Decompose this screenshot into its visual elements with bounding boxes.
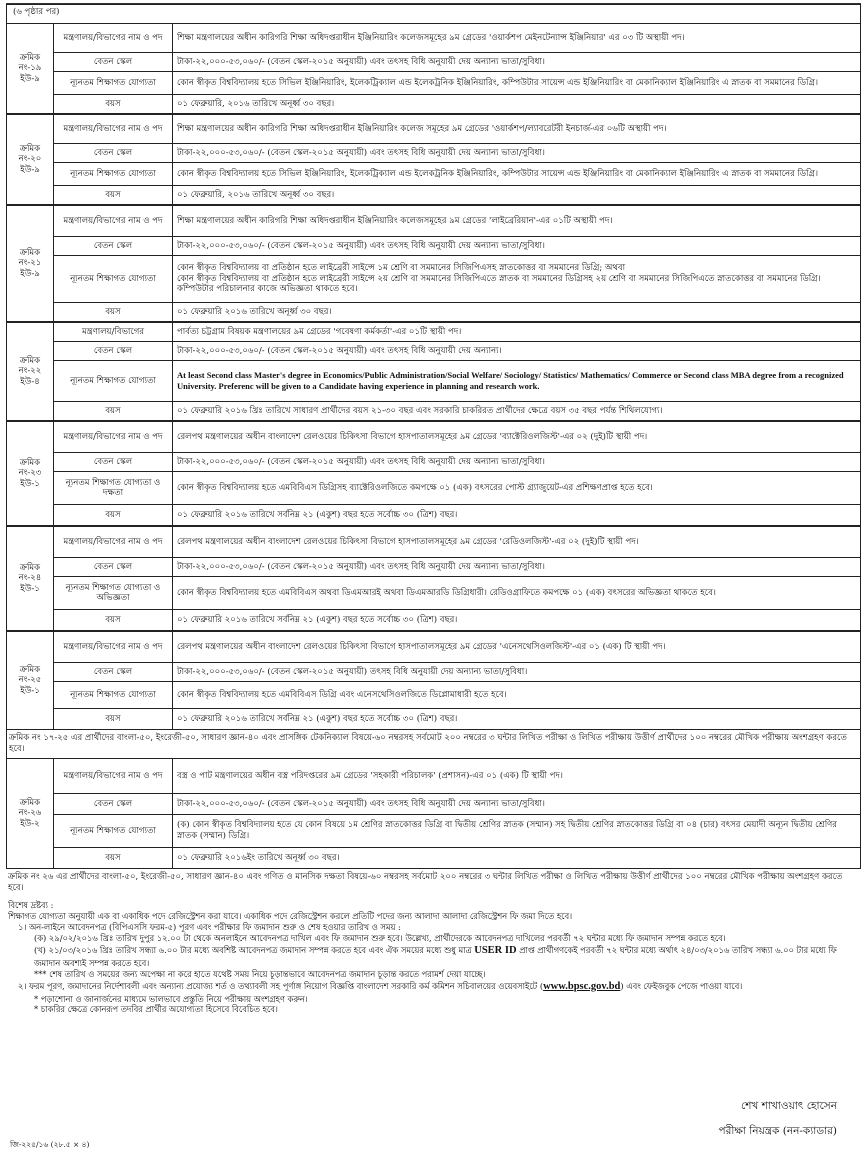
item-1b-text-rest: প্রাপ্ত প্রার্থীগণকেই পরবর্তী ৭২ ঘন্টার মধ্যে অর্থাৎ ২৪/০৩/২০১৬ তারিখ সন্ধ্যা ৬.০০ টার মধ্যে ফি জমাদান অবশ্যই সম্পন্ন করতে হবে।: [34, 944, 837, 968]
ministry-label: মন্ত্রণালয়/বিভাগের নাম ও পদ: [54, 422, 173, 453]
age-label: বয়স: [54, 610, 173, 631]
qualification-value: কোন স্বীকৃত বিশ্ববিদ্যালয় হতে এমবিবিএস ডিগ্রিসহ ব্যাক্টেরিওলজিতে কমপক্ষে ০১ (এক) বৎসরের পোস্ট গ্র্যাজুয়েট-এর প্রশিক্ষণপ্রাপ্ত হতে হবে।: [173, 472, 861, 505]
instruction-star-2: * চাকরির ক্ষেত্রে কোনরূপ তদবির প্রার্থীর অযোগ্যতা হিসেবে বিবেচিত হবে।: [34, 1004, 278, 1015]
instruction-item-1c: *** শেষ তারিখ ও সময়ের জন্য অপেক্ষা না করে হাতে যথেষ্ট সময় নিয়ে চূড়ান্তভাবে আবেদনপত্র জমাদান চূড়ান্ত করতে পরামর্শ দেয়া যাচ্ছে।: [34, 968, 486, 979]
user-id-label: USER ID: [474, 944, 517, 956]
pay-scale-value: টাকা-২২,০০০-৫৩,০৬০/- (বেতন স্কেল-২০১৫ অনুযায়ী) এবং তৎসহ বিধি অনুযায়ী দেয় অন্যান্য ভাতা/সুবিধা।: [173, 237, 861, 256]
pay-scale-value: টাকা-২২,০০০-৫৩,০৬০/- (বেতন স্কেল-২০১৫ অনুযায়ী) তৎসহ বিধি অনুযায়ী দেয় অন্যান্য ভাতা/সুবিধা।: [173, 663, 861, 682]
instruction-item-2: [8, 980, 859, 994]
page-continued-label: (৬ পৃষ্ঠার পর): [6, 4, 861, 23]
age-value: ০১ ফেব্রুয়ারি ২০১৬ তারিখে অনূর্ধ্ব ৩০ বছর।: [173, 303, 861, 322]
qualification-label: ন্যূনতম শিক্ষাগত যোগ্যতা: [54, 163, 173, 186]
instruction-item-1a: (ক) ২৯/০২/২০১৬ খ্রিঃ তারিখ দুপুর ১২.০০ টা থেকে অনলাইনে আবেদনপত্র দাখিল এবং ফি জমাদান শুরু হবে। উল্লেখ্য, প্রার্থীদেরকে আবেদনপত্র দাখিলের পরবর্তী ৭২ ঘন্টার মধ্যে ফি জমাদান সম্পন্ন করতে হবে।: [34, 933, 726, 943]
bpsc-website-link[interactable]: www.bpsc.gov.bd: [543, 980, 621, 992]
qualification-label: ন্যূনতম শিক্ষাগত যোগ্যতা: [54, 815, 173, 848]
pay-scale-label: বেতন স্কেল: [54, 342, 173, 361]
ministry-value: শিক্ষা মন্ত্রণালয়ের অধীন কারিগরি শিক্ষা অধিদপ্তরাধীন ইঞ্জিনিয়ারিং কলেজসমূহের ৯ম গ্রেডের 'লাইব্রেরিয়ান'-এর ০১টি অস্থায়ী পদ।: [173, 206, 861, 237]
age-value: ০১ ফেব্রুয়ারি ২০১৬ তারিখে সর্বনিম্ন ২১ (একুশ) বছর হতে সর্বোচ্চ ৩০ (ত্রিশ) বছর।: [173, 709, 861, 730]
pay-scale-value: টাকা-২২,০০০-৫৩,০৬০/- (বেতন স্কেল-২০১৫ অনুযায়ী) এবং তৎসহ বিধি অনুযায়ী দেয় অন্যান্য ভাতা/সুবিধা।: [173, 453, 861, 472]
age-value: ০১ ফেব্রুয়ারি ২০১৬ তারিখে সর্বনিম্ন ২১ (একুশ) বছর হতে সর্বোচ্চ ৩০ (ত্রিশ) বছর।: [173, 505, 861, 526]
post-table: [6, 322, 861, 421]
post-table: [6, 421, 861, 526]
age-value: ০১ ফেব্রুয়ারি, ২০১৬ তারিখে অনূর্ধ্ব ৩০ বছর।: [173, 95, 861, 114]
qualification-label: ন্যূনতম শিক্ষাগত যোগ্যতা ও অভিজ্ঞতা: [54, 577, 173, 610]
pay-scale-value: টাকা-২২,০০০-৫৩,০৬০/- (বেতন স্কেল-২০১৫ অনুযায়ী) এবং তৎসহ বিধি অনুযায়ী দেয় অন্যান্য ভাতা/সুবিধা।: [173, 558, 861, 577]
age-label: বয়স: [54, 848, 173, 869]
post-table: [6, 631, 861, 730]
age-label: বয়স: [54, 303, 173, 322]
instruction-item-1: ১। অন-লাইনে আবেদনপত্র (বিপিএসসি ফরম-৫) পূরণ এবং পরীক্ষার ফি জমাদান শুরু ও শেষ হওয়ার তারিখ ও সময় :: [18, 922, 401, 933]
instructions-heading: বিশেষ দ্রষ্টব্য :: [8, 900, 54, 911]
ministry-value: রেলপথ মন্ত্রণালয়ের অধীন বাংলাদেশ রেলওয়ের চিকিৎসা বিভাগে হাসপাতালসমূহের ৯ম গ্রেডের 'রেডিওলজিস্ট'-এর ০২ (দুই)টি স্থায়ী পদ।: [173, 527, 861, 558]
qualification-label: ন্যূনতম শিক্ষাগত যোগ্যতা: [54, 256, 173, 303]
ministry-label: মন্ত্রণালয়/বিভাগের নাম ও পদ: [54, 24, 173, 53]
ministry-label: মন্ত্রণালয়/বিভাগের নাম ও পদ: [54, 759, 173, 794]
ministry-value: শিক্ষা মন্ত্রণালয়ের অধীন কারিগরি শিক্ষা অধিদপ্তরাধীন ইঞ্জিনিয়ারিং কলেজসমূহের ৯ম গ্রেডের 'ওয়ার্কশপ মেইনটেন্যান্স ইঞ্জিনিয়ার' এর ০৩ টি অস্থায়ী পদ।: [173, 24, 861, 53]
qualification-label: ন্যূনতম শিক্ষাগত যোগ্যতা: [54, 361, 173, 402]
post-table: [6, 23, 861, 114]
qualification-value: কোন স্বীকৃত বিশ্ববিদ্যালয় হতে এমবিবিএস ডিগ্রি এবং এনেসথেসিওলজিতে ডিপ্লোমাধারী হতে হবে।: [173, 682, 861, 709]
item-2-text-rest: ) এবং ফেইজবুক পেজে পাওয়া যাবে।: [620, 980, 743, 991]
post-table-26: [6, 758, 861, 869]
age-label: বয়স: [54, 709, 173, 730]
ministry-label: মন্ত্রণালয়/বিভাগের: [54, 323, 173, 342]
instruction-star-1: * পড়াশোনা ও জানার্জনের মাধ্যমে ভালভাবে প্রস্তুতি নিয়ে পরীক্ষায় অংশগ্রহণ করুন।: [34, 993, 308, 1004]
ministry-value: শিক্ষা মন্ত্রণালয়ের অধীন কারিগরি শিক্ষা অধিদপ্তরাধীন ইঞ্জিনিয়ারিং কলেজ সমূহের ৯ম গ্রেডের 'ওয়ার্কশপ/ল্যাবরেটরী ইনচার্জ-এর ০৬টি অস্থায়ী পদ।: [173, 115, 861, 144]
footer-code: জি-২২৫/১৬ (২৮.৫ × ৪): [10, 1140, 90, 1149]
qualification-value: কোন স্বীকৃত বিশ্ববিদ্যালয় হতে সিভিল ইঞ্জিনিয়ারিং, ইলেকট্রিক্যাল এন্ড ইলেকট্রনিক ইঞ্জিনিয়ারিং, কম্পিউটার সায়েন্স এন্ড ইঞ্জিনিয়ারিং বা মেকানিক্যাল ইঞ্জিনিয়ারিং এ স্নাতক বা সমমানের ডিগ্রি।: [173, 72, 861, 95]
qualification-value: কোন স্বীকৃত বিশ্ববিদ্যালয় হতে সিভিল ইঞ্জিনিয়ারিং, ইলেকট্রিক্যাল এন্ড ইলেকট্রনিক ইঞ্জিনিয়ারিং, কম্পিউটার সায়েন্স এন্ড ইঞ্জিনিয়ারিং বা মেকানিক্যাল ইঞ্জিনিয়ারিং এ স্নাতক বা সমমানের ডিগ্রি।: [173, 163, 861, 186]
special-instructions: [6, 897, 861, 1015]
post-serial: ক্রমিক নং-২৬ ইউ-২: [7, 759, 54, 869]
ministry-value: বস্ত্র ও পাট মন্ত্রণালয়ের অধীন বস্ত্র পরিদপ্তরের ৯ম গ্রেডের 'সহকারী পরিচালক' (প্রশাসন)-এর ০১ (এক) টি স্থায়ী পদ।: [173, 759, 861, 794]
age-value: ০১ ফেব্রুয়ারি ২০১৬ খ্রিঃ তারিখে সাধারণ প্রার্থীদের বয়স ২১-৩০ বছর এবং সরকারি চাকরিরত প্রার্থীদের ক্ষেত্রে বয়স ৩৫ বছর পর্যন্ত শিথিলযোগ্য।: [173, 402, 861, 421]
pay-scale-label: বেতন স্কেল: [54, 53, 173, 72]
pay-scale-label: বেতন স্কেল: [54, 237, 173, 256]
post-serial: ক্রমিক নং-২১ ইউ-৯: [7, 206, 54, 322]
posts-container: [6, 23, 861, 730]
post-serial: ক্রমিক নং-২৪ ইউ-১: [7, 527, 54, 631]
age-label: বয়স: [54, 402, 173, 421]
age-value: ০১ ফেব্রুয়ারি ২০১৬ তারিখে সর্বনিম্ন ২১ (একুশ) বছর হতে সর্বোচ্চ ৩০ (ত্রিশ) বছর।: [173, 610, 861, 631]
signatory-name: শেখ শাখাওয়াৎ হোসেন: [740, 1100, 837, 1112]
pay-scale-label: বেতন স্কেল: [54, 144, 173, 163]
qualification-label: ন্যূনতম শিক্ষাগত যোগ্যতা ও দক্ষতা: [54, 472, 173, 505]
pay-scale-label: বেতন স্কেল: [54, 663, 173, 682]
post-serial: ক্রমিক নং-১৯ ইউ-৯: [7, 24, 54, 114]
age-label: বয়স: [54, 186, 173, 205]
pay-scale-value: টাকা-২২,০০০-৫৩,০৬০/- (বেতন স্কেল-২০১৫ অনুযায়ী) এবং তৎসহ বিধি অনুযায়ী দেয় অন্যান্য ভাতা/সুবিধা।: [173, 144, 861, 163]
post-serial: ক্রমিক নং-২৫ ইউ-১: [7, 632, 54, 730]
instruction-item-1b: [8, 944, 859, 969]
ministry-value: রেলপথ মন্ত্রণালয়ের অধীন বাংলাদেশ রেলওয়ের চিকিৎসা বিভাগে হাসপাতালসমূহের ৯ম গ্রেডের 'ব্যাক্টেরিওলজিস্ট'-এর ০২ (দুই)টি স্থায়ী পদ।: [173, 422, 861, 453]
age-value: ০১ ফেব্রুয়ারি ২০১৬ইং তারিখে অনূর্ধ্ব ৩০ বছর।: [173, 848, 861, 869]
instruction-registration: শিক্ষাগত যোগ্যতা অনুযায়ী এক বা একাধিক পদে রেজিস্ট্রেশন করা যাবে। একাধিক পদে রেজিস্ট্রেশন করলে প্রতিটি পদের জন্য আলাদা আলাদা রেজিস্ট্রেশন ফি জমা দিতে হবে।: [8, 911, 573, 922]
pay-scale-label: বেতন স্কেল: [54, 453, 173, 472]
ministry-value: রেলপথ মন্ত্রণালয়ের অধীন বাংলাদেশ রেলওয়ের চিকিৎসা বিভাগে হাসপাতালসমূহের ৯ম গ্রেডের 'এনেসথেসিওলজিস্ট'-এর ০১ (এক) টি স্থায়ী পদ।: [173, 632, 861, 663]
pay-scale-value: টাকা-২২,০০০-৫৩,০৬০/- (বেতন স্কেল-২০১৫ অনুযায়ী) এবং তৎসহ বিধি অনুযায়ী দেয় অন্যান্য ভাতা/সুবিধা।: [173, 53, 861, 72]
post-table: [6, 526, 861, 631]
qualification-value: কোন স্বীকৃত বিশ্ববিদ্যালয় হতে এমবিবিএস অথবা ডিএমআরই অথবা ডিএমআরডি ডিগ্রিধারী। রেডিওগ্রাফিতে কমপক্ষে ০১ (এক) বৎসরের অভিজ্ঞতা থাকতে হবে।: [173, 577, 861, 610]
ministry-value: পার্বত্য চট্টগ্রাম বিষয়ক মন্ত্রণালয়ের ৯ম গ্রেডের 'গবেষণা কর্মকর্তা'-এর ০১টি স্থায়ী পদ।: [173, 323, 861, 342]
age-label: বয়স: [54, 505, 173, 526]
pay-scale-label: বেতন স্কেল: [54, 794, 173, 815]
post-serial: ক্রমিক নং-২০ ইউ-৯: [7, 115, 54, 205]
note-post-26: ক্রমিক নং ২৬ এর প্রার্থীদের বাংলা-৫০, ইংরেজী-৫০, সাধারণ জ্ঞান-৪০ এবং গণিত ও মানসিক দক্ষতা বিষয়ে-৬০ নম্বরসহ সর্বমোট ২০০ নম্বরের ৩ ঘন্টার লিখিত পরীক্ষা ও লিখিত পরীক্ষায় উত্তীর্ণ প্রার্থীদের ১০০ নম্বরের মৌখিক পরীক্ষায় অংশগ্রহণ করতে হবে।: [8, 872, 843, 894]
pay-scale-value: টাকা-২২,০০০-৫৩,০৬০/- (বেতন স্কেল-২০১৫ অনুযায়ী) এবং তৎসহ বিধি অনুযায়ী দেয় অন্যান্য।: [173, 342, 861, 361]
qualification-value: (ক) কোন স্বীকৃত বিশ্ববিদ্যালয় হতে যে কোন বিষয়ে ১ম শ্রেণির স্নাতকোত্তর ডিগ্রি বা দ্বিতীয় শ্রেণির স্নাতক (সম্মান) সহ দ্বিতীয় শ্রেণির স্নাতকোত্তর ডিগ্রি বা ০৪ (চার) বৎসর মেয়াদী অন্যূন দ্বিতীয় শ্রেণির স্নাতক (সম্মান) ডিগ্রি।: [173, 815, 861, 848]
item-1b-text: (খ) ২১/০৩/২০১৬ খ্রিঃ তারিখ সন্ধ্যা ৬.০০ টার মধ্যে অবশিষ্ট আবেদনপত্র জমাদান সম্পন্ন করতে হবে এবং ঐক সময়ের মধ্যে শুধু মাত্র: [34, 944, 472, 955]
age-value: ০১ ফেব্রুয়ারি, ২০১৬ তারিখে অনূর্ধ্ব ৩০ বছর।: [173, 186, 861, 205]
pay-scale-label: বেতন স্কেল: [54, 558, 173, 577]
ministry-label: মন্ত্রণালয়/বিভাগের নাম ও পদ: [54, 115, 173, 144]
ministry-label: মন্ত্রণালয়/বিভাগের নাম ও পদ: [54, 632, 173, 663]
post-serial: ক্রমিক নং-২২ ইউ-৪: [7, 323, 54, 421]
pay-scale-value: টাকা-২২,০০০-৫৩,০৬০/- (বেতন স্কেল-২০১৫ অনুযায়ী) এবং তৎসহ বিধি অনুযায়ী দেয় অন্যান্য ভাতা/সুবিধা।: [173, 794, 861, 815]
age-label: বয়স: [54, 95, 173, 114]
qualification-value: At least Second class Master's degree in Economics/Public Administration/Social Welfare/ Sociology/ Statistics/ Mathematics/ Commerce or Second class MBA degree from a recognized University. Preferenc will be given to a Candidate having experience in planning and research work.: [173, 361, 861, 402]
qualification-value: কোন স্বীকৃত বিশ্ববিদ্যালয় বা প্রতিষ্ঠান হতে লাইব্রেরী সাইন্সে ১ম শ্রেণি বা সমমানের সিজিপিএসহ স্নাতকোত্তর বা সমমানের ডিগ্রি; অথবা কোন স্বীকৃত বিশ্ববিদ্যালয় বা প্রতিষ্ঠান হতে লাইব্রেরী সাইন্সে ২য় শ্রেণি বা সমমানের সিজিপিএতে স্নাতক বা সমমানের ডিগ্রিসহ ২য় শ্রেণি বা সমমানের সিজিপিএতে স্নাতকোত্তর বা সমমানের ডিগ্রি। কম্পিউটার পরিচালনার কাজে অভিজ্ঞতা থাকতে হবে।: [173, 256, 861, 303]
post-table: [6, 205, 861, 322]
post-table: [6, 114, 861, 205]
ministry-label: মন্ত্রণালয়/বিভাগের নাম ও পদ: [54, 206, 173, 237]
signatory-title: পরীক্ষা নিয়ন্ত্রক (নন-ক্যাডার): [718, 1125, 837, 1137]
post-serial: ক্রমিক নং-২৩ ইউ-১: [7, 422, 54, 526]
qualification-label: ন্যূনতম শিক্ষাগত যোগ্যতা: [54, 682, 173, 709]
qualification-label: ন্যূনতম শিক্ষাগত যোগ্যতা: [54, 72, 173, 95]
ministry-label: মন্ত্রণালয়/বিভাগের নাম ও পদ: [54, 527, 173, 558]
item-2-text: ২। ফরম পূরণ, জমাদানের নির্দেশাবলী এবং অন্যান্য প্রযোজ্য শর্ত ও তথ্যাবলী সহ পূর্ণাঙ্গ নিয়োগ বিজ্ঞপ্তি বাংলাদেশ সরকারি কর্ম কমিশন সচিবালয়ের ওয়েবসাইটে (: [18, 980, 544, 991]
note-posts-17-25: ক্রমিক নং ১৭-২৫ এর প্রার্থীদের বাংলা-৫০, ইংরেজী-৫০, সাধারণ জ্ঞান-৪০ এবং প্রাসঙ্গিক টেকনিক্যাল বিষয়ে-৬০ নম্বরসহ সর্বমোট ২০০ নম্বরের ৩ ঘন্টার লিখিত পরীক্ষা ও লিখিত পরীক্ষায় উত্তীর্ণ প্রার্থীদের ১০০ নম্বরের মৌখিক পরীক্ষায় অংশগ্রহণ করতে হবে।: [6, 730, 861, 758]
